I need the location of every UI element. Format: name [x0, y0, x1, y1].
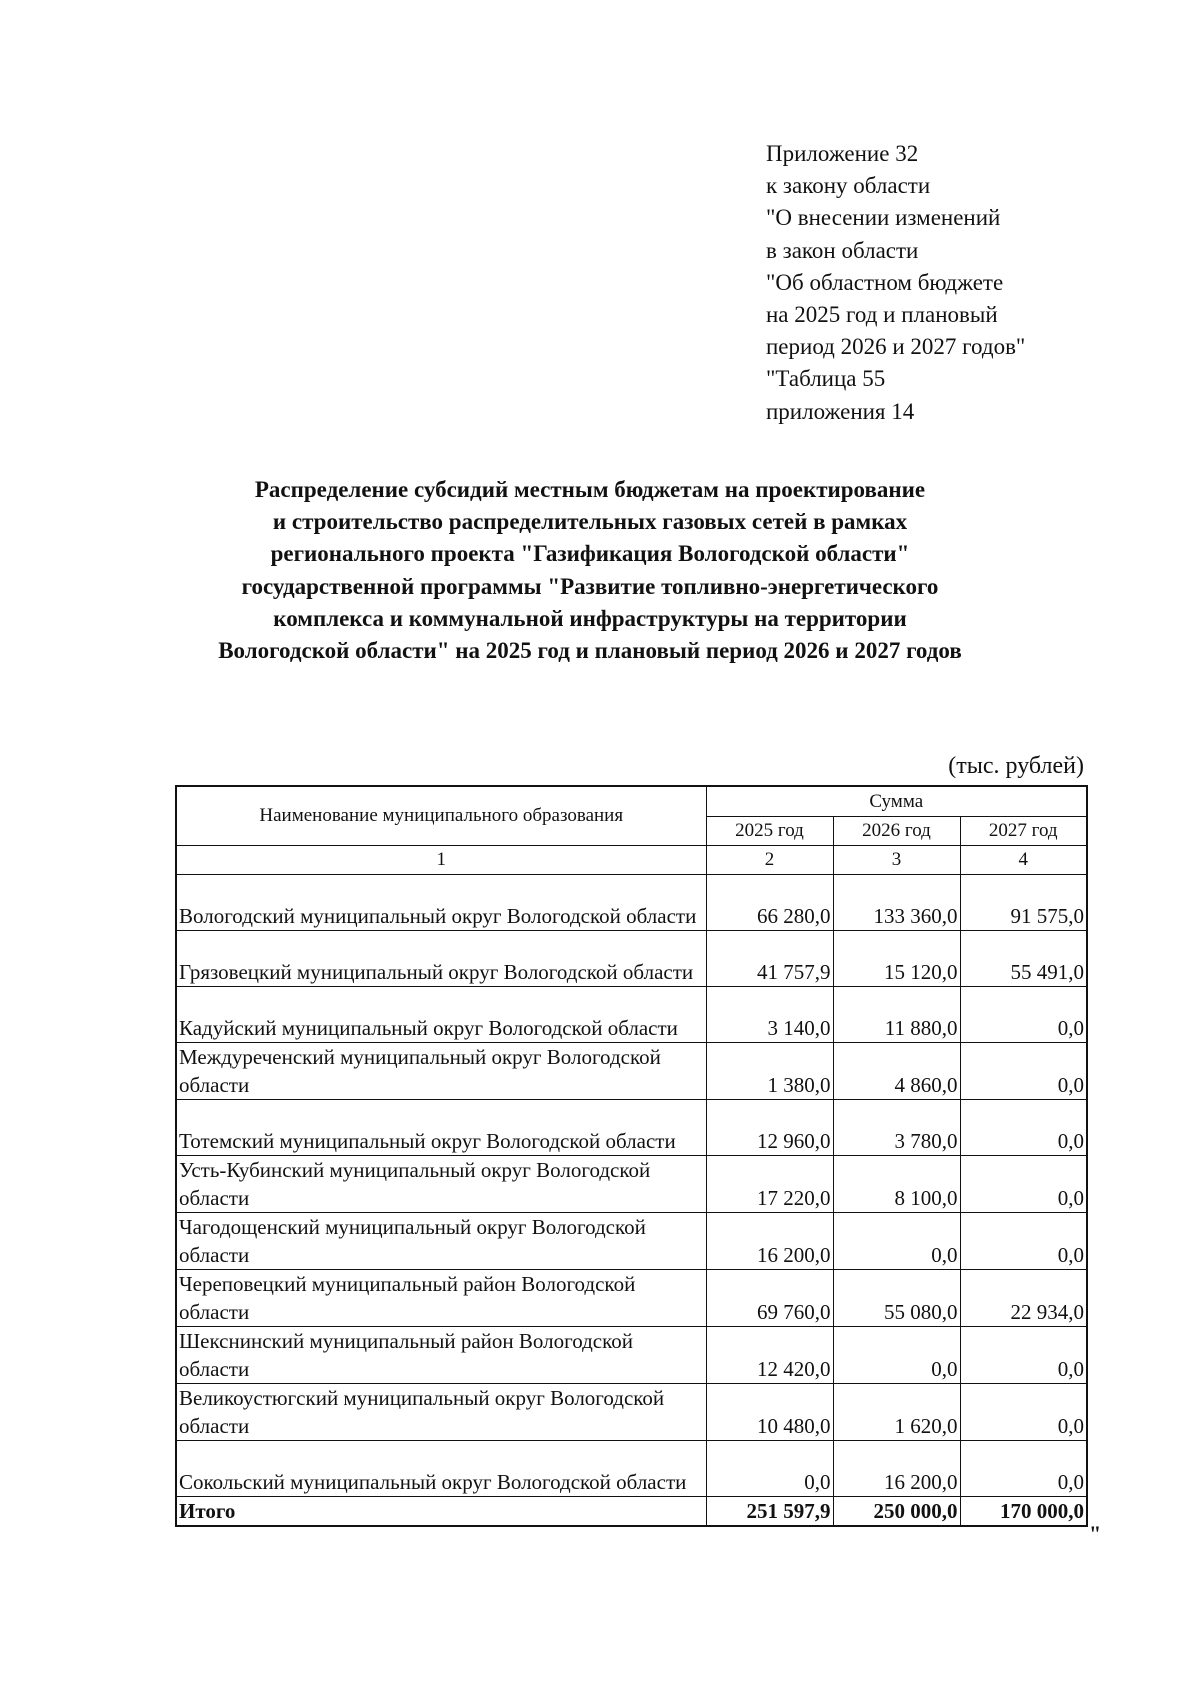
appendix-line: приложения 14: [766, 398, 915, 424]
amount-2025: 12 960,0: [706, 1100, 833, 1156]
amount-2026: 3 780,0: [833, 1100, 960, 1156]
table-row: [176, 1043, 1087, 1100]
appendix-line: период 2026 и 2027 годов": [766, 334, 1026, 360]
municipality-name: Великоустюгский муниципальный округ Вологодской области: [176, 1384, 706, 1441]
title-line: регионального проекта "Газификация Вологодской области": [270, 541, 910, 567]
header-sum-cell: Сумма: [706, 786, 1087, 817]
document-title: [150, 474, 1030, 667]
header-year-2025: 2025 год: [706, 817, 833, 846]
title-line: Распределение субсидий местным бюджетам на проектирование: [254, 477, 926, 502]
table-row: [176, 1441, 1087, 1497]
appendix-block: [766, 138, 1025, 428]
amount-2025: 41 757,9: [706, 931, 833, 987]
municipality-name: Шекснинский муниципальный район Вологодской области: [176, 1327, 706, 1384]
amount-2025: 0,0: [706, 1441, 833, 1497]
amount-2026: 0,0: [833, 1327, 960, 1384]
title-line: государственной программы "Развитие топливно-энергетического: [241, 573, 939, 599]
municipality-name: Тотемский муниципальный округ Вологодской области: [176, 1100, 706, 1156]
column-number: 1: [176, 846, 706, 875]
amount-2027: 0,0: [960, 1384, 1087, 1441]
amount-2027: 91 575,0: [960, 875, 1087, 931]
amount-2027: 0,0: [960, 1100, 1087, 1156]
table-row: [176, 875, 1087, 931]
municipality-name: Усть-Кубинский муниципальный округ Вологодской области: [176, 1156, 706, 1213]
amount-2027: 22 934,0: [960, 1270, 1087, 1327]
total-2026: 250 000,0: [833, 1497, 960, 1527]
appendix-line: "Об областном бюджете: [766, 269, 1004, 295]
table-row: [176, 1327, 1087, 1384]
column-number: 2: [706, 846, 833, 875]
appendix-line: в закон области: [766, 237, 919, 263]
appendix-line: на 2025 год и плановый: [766, 302, 998, 328]
appendix-line: к закону области: [766, 173, 931, 199]
amount-2026: 55 080,0: [833, 1270, 960, 1327]
total-2025: 251 597,9: [706, 1497, 833, 1527]
subsidy-table: [175, 785, 1088, 1527]
closing-quote: ": [1089, 1521, 1102, 1546]
amount-2026: 16 200,0: [833, 1441, 960, 1497]
amount-2027: 0,0: [960, 1327, 1087, 1384]
column-number: 4: [960, 846, 1087, 875]
amount-2027: 0,0: [960, 1441, 1087, 1497]
column-numbers-row: [176, 846, 1087, 875]
units-label: (тыс. рублей): [948, 753, 1084, 779]
amount-2027: 0,0: [960, 987, 1087, 1043]
table-row: [176, 1270, 1087, 1327]
amount-2026: 11 880,0: [833, 987, 960, 1043]
amount-2025: 69 760,0: [706, 1270, 833, 1327]
total-row: [176, 1497, 1087, 1527]
amount-2026: 0,0: [833, 1213, 960, 1270]
amount-2026: 8 100,0: [833, 1156, 960, 1213]
title-line: и строительство распределительных газовых сетей в рамках: [272, 509, 908, 535]
table-row: [176, 987, 1087, 1043]
amount-2027: 55 491,0: [960, 931, 1087, 987]
header-name-cell: Наименование муниципального образования: [176, 786, 706, 846]
title-line: Вологодской области" на 2025 год и плановый период 2026 и 2027 годов: [218, 638, 962, 664]
amount-2026: 15 120,0: [833, 931, 960, 987]
header-year-2027: 2027 год: [960, 817, 1087, 846]
municipality-name: Чагодощенский муниципальный округ Вологодской области: [176, 1213, 706, 1270]
amount-2027: 0,0: [960, 1156, 1087, 1213]
table-row: [176, 1213, 1087, 1270]
municipality-name: Грязовецкий муниципальный округ Вологодской области: [176, 931, 706, 987]
amount-2027: 0,0: [960, 1043, 1087, 1100]
amount-2025: 3 140,0: [706, 987, 833, 1043]
appendix-line: "О внесении изменений: [766, 205, 1001, 231]
title-line: комплекса и коммунальной инфраструктуры на территории: [273, 605, 907, 631]
table-row: [176, 1156, 1087, 1213]
amount-2027: 0,0: [960, 1213, 1087, 1270]
amount-2026: 133 360,0: [833, 875, 960, 931]
appendix-line: "Таблица 55: [766, 366, 886, 392]
table-row: [176, 1384, 1087, 1441]
municipality-name: Сокольский муниципальный округ Вологодской области: [176, 1441, 706, 1497]
total-2027: 170 000,0: [960, 1497, 1087, 1527]
table-row: [176, 1100, 1087, 1156]
amount-2025: 12 420,0: [706, 1327, 833, 1384]
amount-2026: 4 860,0: [833, 1043, 960, 1100]
appendix-line: Приложение 32: [766, 141, 919, 166]
header-row: [176, 786, 1087, 817]
amount-2025: 10 480,0: [706, 1384, 833, 1441]
table-row: [176, 931, 1087, 987]
total-label: Итого: [176, 1497, 706, 1527]
municipality-name: Череповецкий муниципальный район Вологодской области: [176, 1270, 706, 1327]
amount-2025: 17 220,0: [706, 1156, 833, 1213]
column-number: 3: [833, 846, 960, 875]
municipality-name: Кадуйский муниципальный округ Вологодской области: [176, 987, 706, 1043]
amount-2026: 1 620,0: [833, 1384, 960, 1441]
amount-2025: 1 380,0: [706, 1043, 833, 1100]
amount-2025: 66 280,0: [706, 875, 833, 931]
header-year-2026: 2026 год: [833, 817, 960, 846]
municipality-name: Вологодский муниципальный округ Вологодской области: [176, 875, 706, 931]
amount-2025: 16 200,0: [706, 1213, 833, 1270]
municipality-name: Междуреченский муниципальный округ Вологодской области: [176, 1043, 706, 1100]
